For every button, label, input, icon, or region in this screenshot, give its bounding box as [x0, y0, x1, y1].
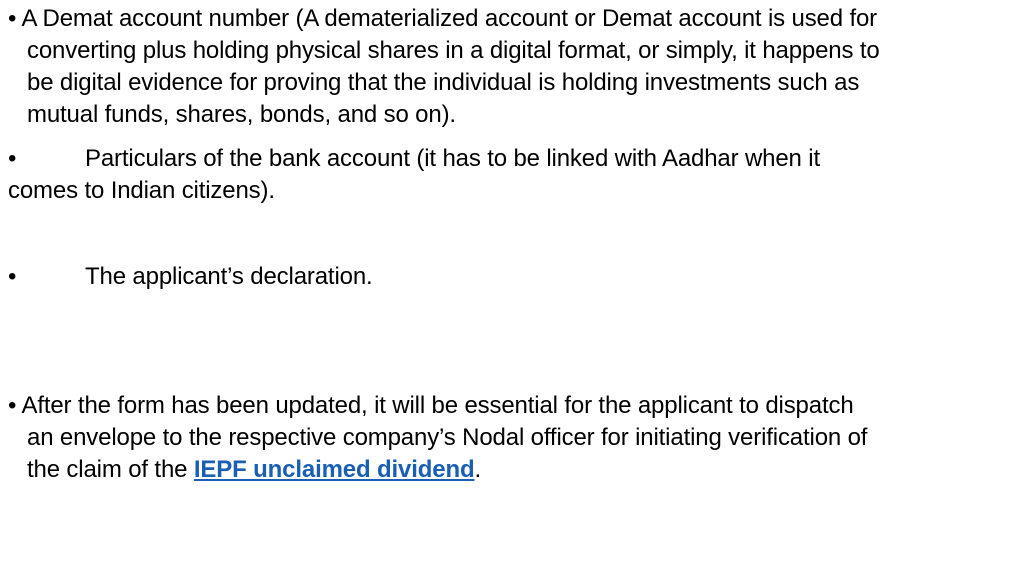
bullet-line: [8, 390, 1018, 422]
bullet-line: [8, 143, 1018, 175]
bullet-dispatch-envelope: [8, 390, 1018, 486]
iepf-unclaimed-dividend-link[interactable]: IEPF unclaimed dividend: [193, 456, 475, 483]
bullet-line: converting plus holding physical shares in a digital format, or simply, it happens to: [27, 37, 880, 64]
bullet-text: Particulars of the bank account (it has to be linked with Aadhar when it: [85, 145, 820, 172]
bullet-declaration: [8, 261, 1018, 293]
bullet-text: the claim of the: [27, 456, 194, 483]
bullet-line: [8, 261, 1018, 293]
bullet-marker: •: [8, 263, 17, 290]
bullet-line: comes to Indian citizens).: [8, 177, 275, 204]
bullet-demat-account: [8, 3, 1018, 131]
bullet-line: mutual funds, shares, bonds, and so on).: [27, 101, 456, 128]
bullet-line: an envelope to the respective company’s Nodal officer for initiating verification of: [27, 424, 868, 451]
bullet-text: The applicant’s declaration.: [85, 263, 373, 290]
bullet-text: A Demat account number (A dematerialized account or Demat account is used for: [21, 5, 878, 32]
bullet-line: [8, 3, 1018, 35]
bullet-marker: •: [8, 392, 17, 419]
bullet-text: After the form has been updated, it will be essential for the applicant to dispatch: [21, 392, 854, 419]
bullet-line: [8, 454, 1018, 486]
bullet-text: .: [474, 456, 482, 483]
bullet-bank-account: [8, 143, 1018, 207]
bullet-marker: •: [8, 5, 17, 32]
bullet-marker: •: [8, 145, 17, 172]
bullet-line: be digital evidence for proving that the individual is holding investments such as: [27, 69, 860, 96]
